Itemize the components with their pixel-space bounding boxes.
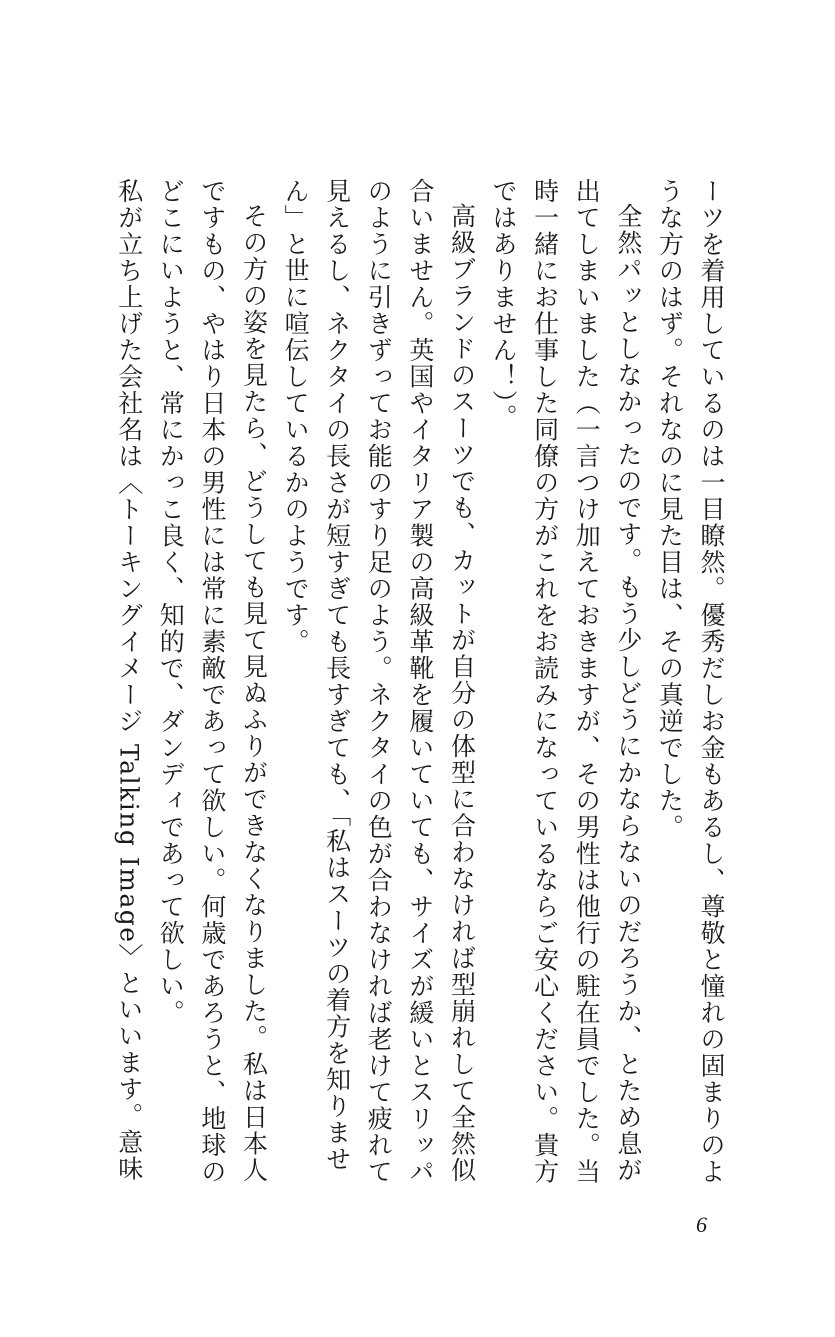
paragraph-2: 全然パッとしなかったのです。もう少しどうにかならないのだろうか、とため息が出てしまいました（一言つけ加えておきますが、その男性は他行の駐在員でした。当時一緒にお仕事した同僚の方がこれをお読みになっているならご安心ください。貴方ではありません！）。 bbox=[489, 178, 643, 1185]
paragraph-3: 高級ブランドのスーツでも、カットが自分の体型に合わなければ型崩れして全然似合いません。英国やイタリア製の高級革靴を履いていても、サイズが緩いとスリッパのように引きずってお能のすり足のよう。ネクタイの色が合わなければ老けて疲れて見えるし、ネクタイの長さが短すぎても長すぎても、「私はスーツの着方を知りません」と世に喧伝しているかのようです。 bbox=[281, 178, 477, 1185]
paragraph-5: 私が立ち上げた会社名は〈トーキングイメージ Talking Image〉といいます。意味 bbox=[114, 178, 144, 1183]
paragraph-4: その方の姿を見たら、どうしても見て見ぬふりができなくなりました。私は日本人ですもの、やはり日本の男性には常に素敵であって欲しい。何歳であろうと、地球のどこにいようと、常にかっこ良く、知的で、ダンディであって欲しい。 bbox=[156, 178, 269, 1185]
page-number: 6 bbox=[696, 1212, 707, 1237]
body-text bbox=[112, 178, 732, 1208]
paragraph-1: ーツを着用しているのは一目瞭然。優秀だしお金もあるし、尊敬と憧れの固まりのような方のはず。それなのに見た目は、その真逆でした。 bbox=[655, 178, 726, 1185]
